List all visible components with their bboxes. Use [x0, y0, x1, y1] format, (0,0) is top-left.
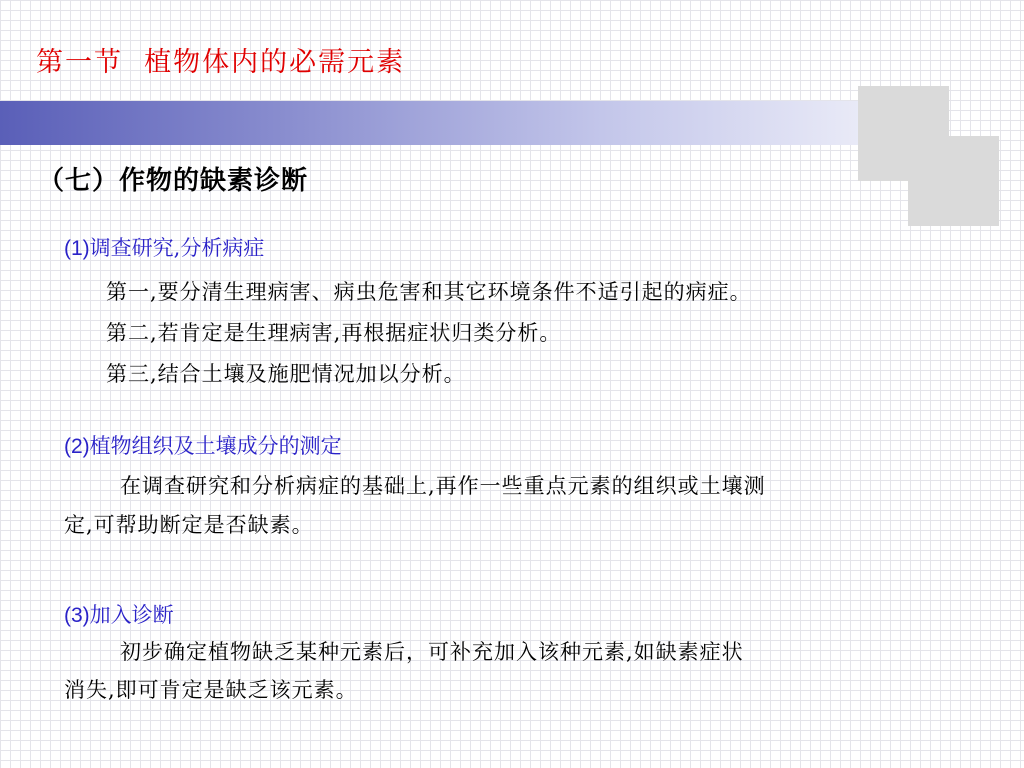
subheading-number: (1) [64, 237, 90, 260]
body-line: 定,可帮助断定是否缺素。 [64, 513, 314, 537]
body-line: 第一,要分清生理病害、病虫危害和其它环境条件不适引起的病症。 [106, 280, 752, 304]
header-gradient-bar [0, 101, 860, 145]
body-line: 初步确定植物缺乏某种元素后，可补充加入该种元素,如缺素症状 [120, 640, 744, 664]
subheading-number: (2) [64, 435, 90, 458]
subheading-number: (3) [64, 604, 90, 627]
body-line: 在调查研究和分析病症的基础上,再作一些重点元素的组织或土壤测 [120, 474, 766, 498]
subheading-addition-diagnosis [64, 599, 174, 629]
subheading-text: 调查研究,分析病症 [89, 236, 265, 260]
slide-title: 第一节 植物体内的必需元素 [36, 47, 406, 78]
body-line: 消失,即可肯定是缺乏该元素。 [64, 678, 358, 702]
body-line: 第三,结合土壤及施肥情况加以分析。 [106, 362, 466, 386]
subheading-investigation [64, 232, 264, 262]
subheading-text: 加入诊断 [89, 603, 174, 627]
section-heading: （七）作物的缺素诊断 [38, 166, 309, 196]
body-line: 第二,若肯定是生理病害,再根据症状归类分析。 [106, 321, 562, 345]
subheading-tissue-test [64, 430, 342, 460]
subheading-text: 植物组织及土壤成分的测定 [89, 434, 342, 458]
decorative-square-bottom [908, 136, 999, 226]
